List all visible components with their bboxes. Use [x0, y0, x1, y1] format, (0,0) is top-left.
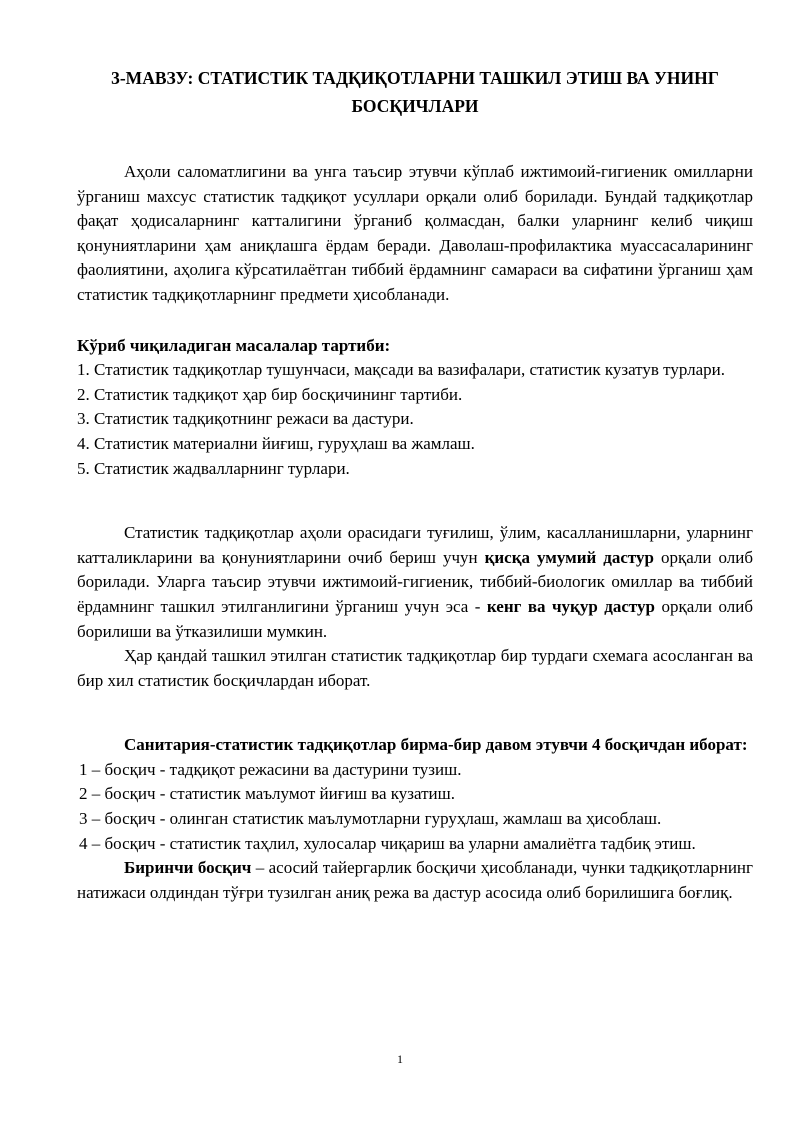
short-program-term: қисқа умумий дастур	[484, 547, 654, 567]
list-item: 1. Статистик тадқиқотлар тушунчаси, мақсади ва вазифалари, статистик кузатув турлари.	[77, 360, 726, 380]
page-title	[77, 64, 753, 120]
list-item: 5. Статистик жадвалларнинг турлари.	[77, 458, 350, 478]
list-item: 3 – босқич - олинган статистик маълумотларни гуруҳлаш, жамлаш ва ҳисоблаш.	[79, 809, 662, 829]
scheme-paragraph: Ҳар қандай ташкил этилган статистик тадқиқотлар бир турдаги схемага асосланган ва бир хил статистик босқичлардан иборат.	[77, 646, 753, 690]
issues-list	[77, 358, 753, 481]
program-text-2: орқали олиб борилади. Уларга таъсир этувчи ижтимоий-гигиеник, тиббий-биологик омиллар ва тиббий ёрдамнинг ташкил этилганлигини ўрганиш учун эса -	[77, 547, 753, 616]
title-line-2: БОСҚИЧЛАРИ	[351, 96, 479, 116]
deep-program-term: кенг ва чуқур дастур	[486, 596, 656, 616]
list-item: 1 – босқич - тадқиқот режасини ва дастурини тузиш.	[79, 759, 462, 779]
first-stage-paragraph	[77, 856, 753, 905]
list-item: 2 – босқич - статистик маълумот йиғиш ва кузатиш.	[79, 784, 455, 804]
first-stage-text: – асосий тайергарлик босқичи ҳисобланади, чунки тадқиқотларнинг натижаси олдиндан тўғри тузилган аниқ режа ва дастур асосида олиб борилишига боғлиқ.	[77, 858, 753, 902]
issues-heading: Кўриб чиқиладиган масалалар тартиби:	[77, 335, 391, 355]
stages-list	[77, 758, 753, 856]
program-text-3: орқали олиб борилиши ва ўтказилиши мумкин.	[77, 596, 753, 641]
program-text-1: Статистик тадқиқотлар аҳоли орасидаги туғилиш, ўлим, касалланишларни, уларнинг катталикларини ва қонуниятларини очиб бериш учун	[77, 523, 753, 567]
page-number: 1	[397, 1052, 403, 1066]
list-item: 3. Статистик тадқиқотнинг режаси ва дастури.	[77, 409, 414, 429]
intro-paragraph: Аҳоли саломатлигини ва унга таъсир этувчи кўплаб ижтимоий-гигиеник омилларни ўрганиш махсус статистик тадқиқот усуллари орқали олиб борилади. Бундай тадқиқотлар фақат ҳодисаларнинг катталигини ўрганиб қолмасдан, балки уларнинг келиб чиқиш қонуниятларини ҳам аниқлашга ёрдам беради. Даволаш-профилактика муассасаларининг фаолиятини, аҳолига кўрсатилаётган тиббий ёрдамнинг самараси ва сифатини ўрганиш ҳам статистик тадқиқотларнинг предмети ҳисобланади.	[77, 162, 753, 304]
list-item: 4. Статистик материални йиғиш, гуруҳлаш ва жамлаш.	[77, 433, 475, 453]
list-item: 2. Статистик тадқиқот ҳар бир босқичининг тартиби.	[77, 384, 463, 404]
title-line-1: 3-МАВЗУ: СТАТИСТИК ТАДҚИҚОТЛАРНИ ТАШКИЛ ЭТИШ ВА УНИНГ	[111, 68, 719, 88]
first-stage-term: Биринчи босқич	[124, 858, 252, 878]
document-page	[77, 64, 753, 905]
stages-heading: Санитария-статистик тадқиқотлар бирма-бир давом этувчи 4 босқичдан иборат:	[124, 735, 748, 755]
program-paragraph	[77, 521, 753, 644]
list-item: 4 – босқич - статистик таҳлил, хулосалар чиқариш ва уларни амалиётга тадбиқ этиш.	[79, 833, 696, 853]
